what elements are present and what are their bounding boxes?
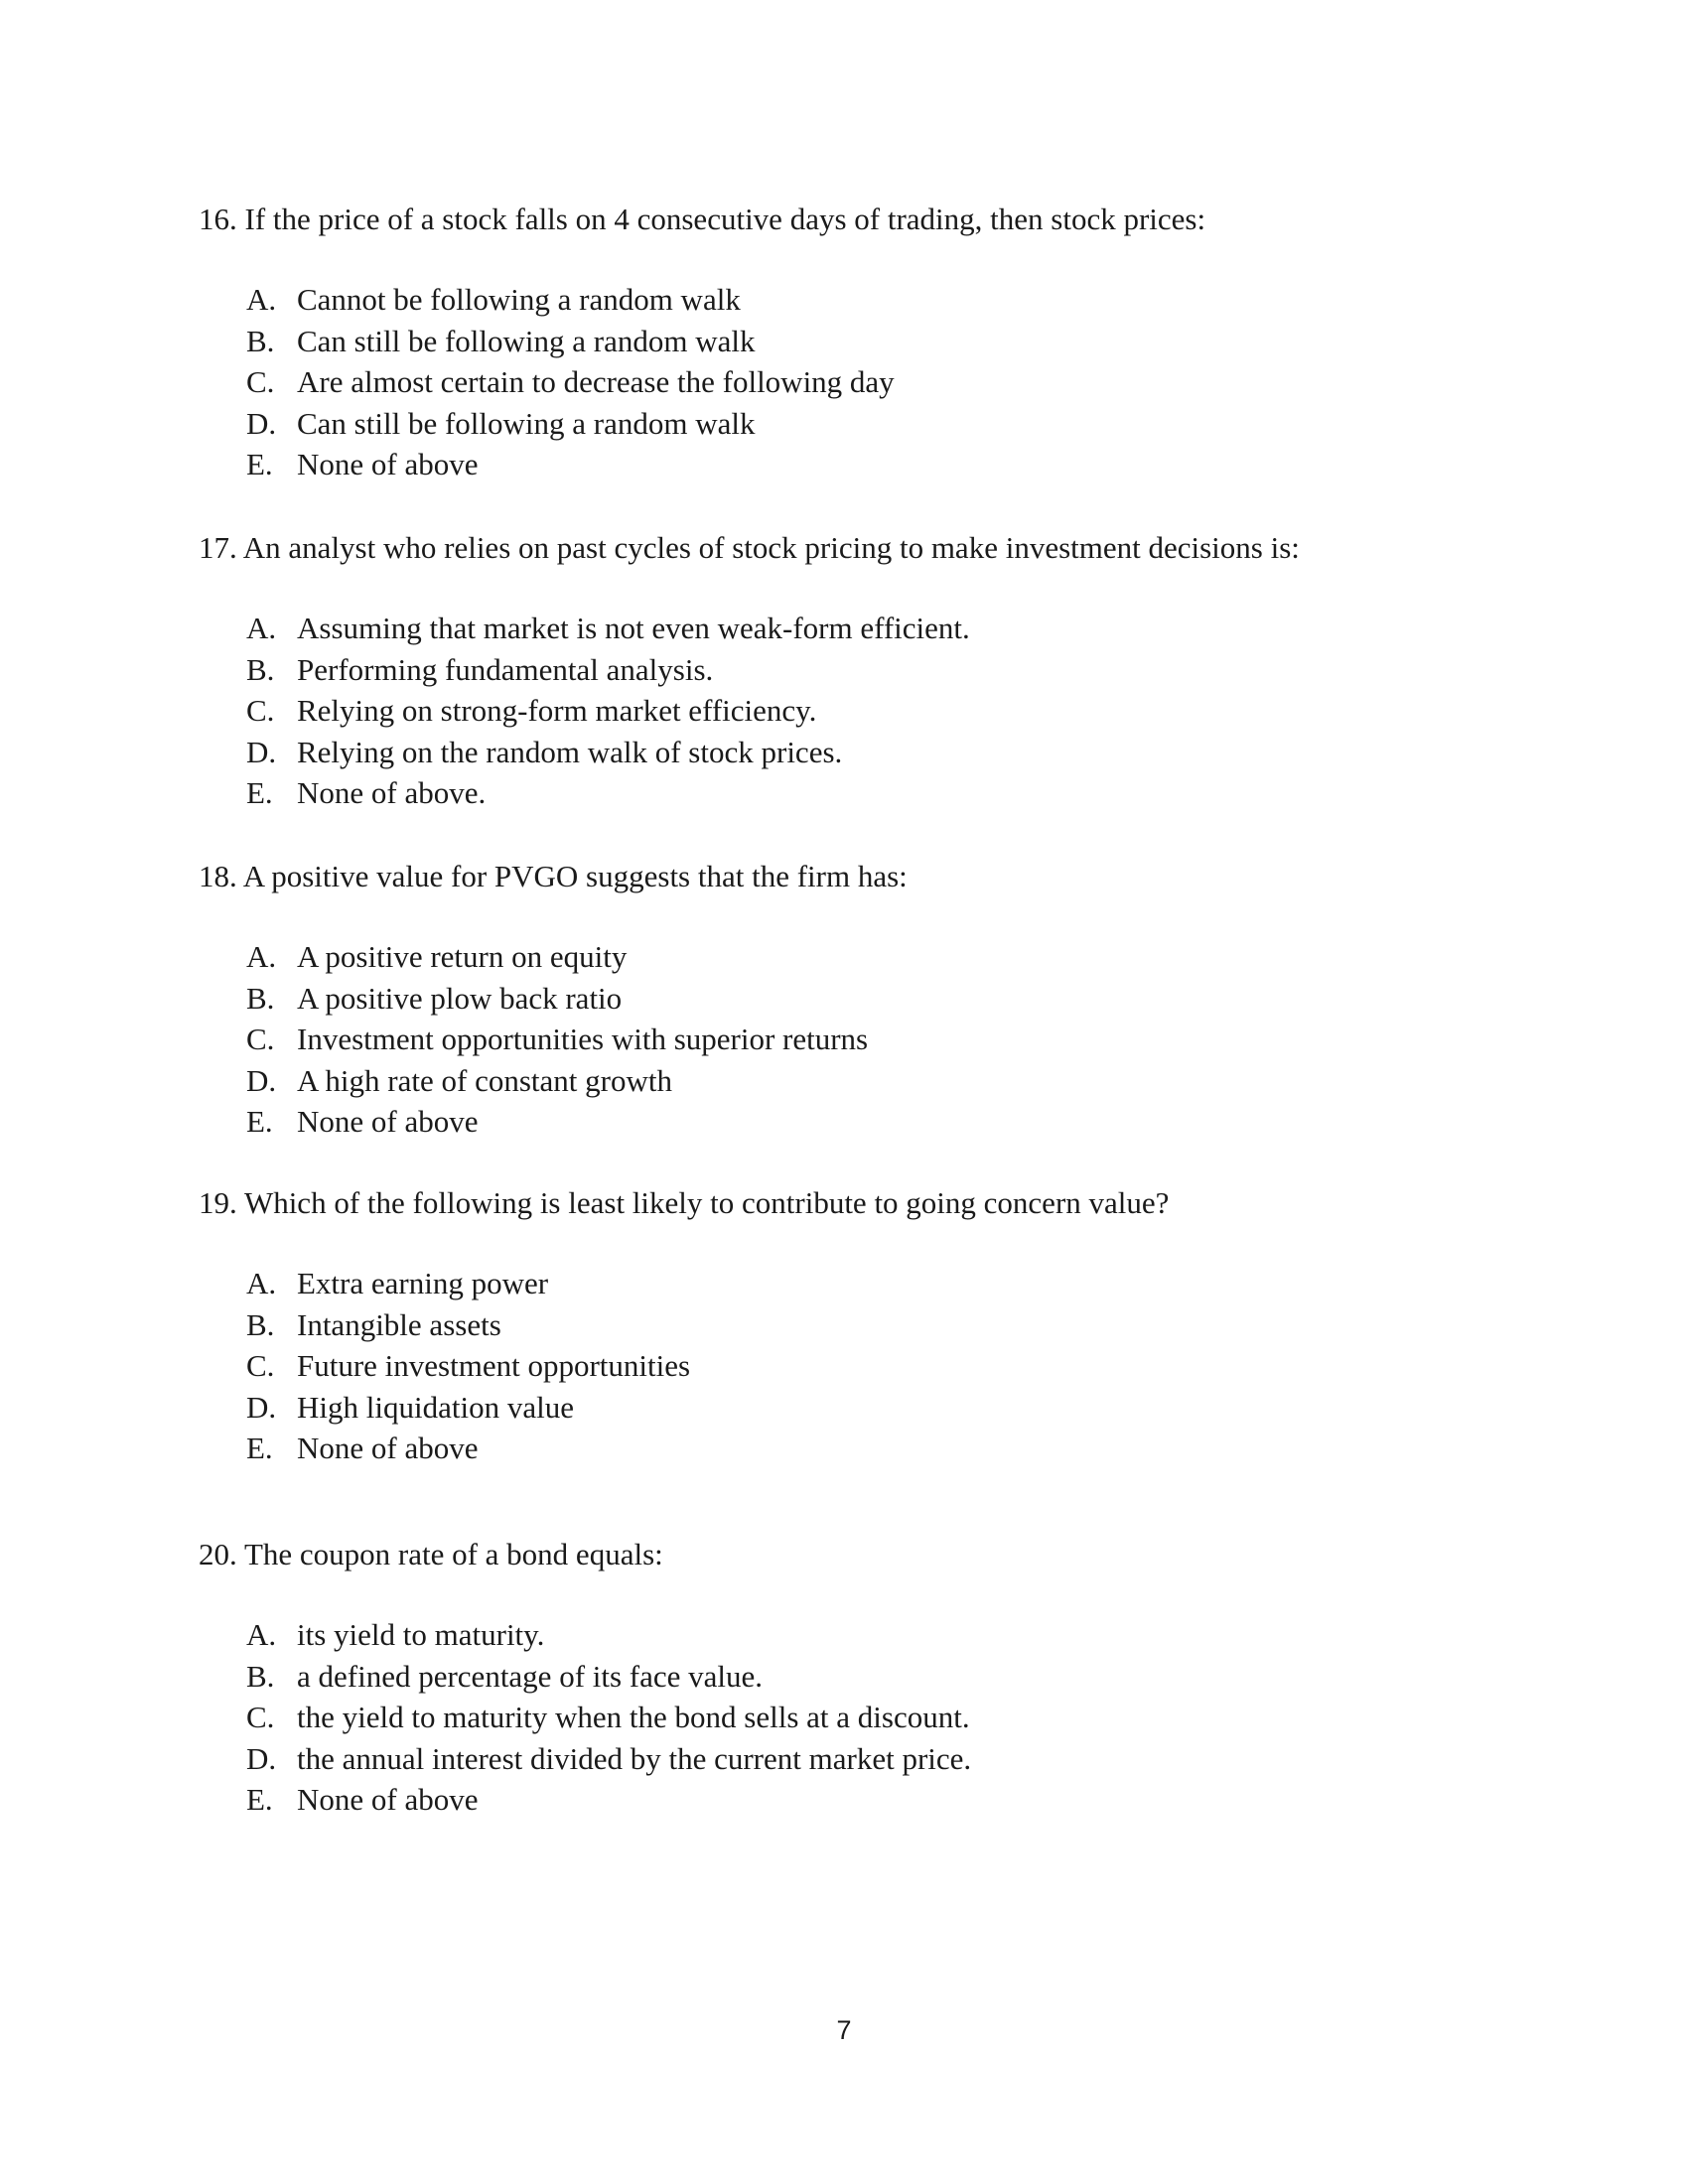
page-number: 7 [836, 2015, 852, 2045]
option-letter: D. [246, 1389, 277, 1425]
option-text: A positive plow back ratio [297, 980, 623, 1016]
option-c [246, 361, 895, 403]
option-list [246, 279, 895, 485]
option-text: None of above [297, 1431, 479, 1465]
question-stem: 16. If the price of a stock falls on 4 consecutive days of trading, then stock prices: [199, 202, 1206, 236]
question-20 [199, 1535, 1489, 1817]
option-d [246, 1060, 868, 1102]
option-c [246, 690, 970, 732]
option-list [246, 936, 868, 1143]
option-d [246, 1738, 971, 1780]
question-16 [199, 200, 1489, 481]
option-text: the yield to maturity when the bond sells at a discount. [297, 1700, 970, 1734]
option-c [246, 1019, 868, 1060]
option-e [246, 772, 970, 814]
option-text: a defined percentage of its face value. [297, 1658, 764, 1694]
option-text: A positive return on equity [297, 939, 628, 974]
option-list [246, 1614, 971, 1821]
option-list [246, 1263, 690, 1469]
option-a [246, 1614, 971, 1656]
option-e [246, 1101, 868, 1143]
option-e [246, 1779, 971, 1821]
option-text: Are almost certain to decrease the following day [297, 364, 895, 399]
option-text: the annual interest divided by the current market price. [297, 1740, 972, 1776]
option-text: Assuming that market is not even weak-form efficient. [297, 611, 970, 645]
option-b [246, 1304, 690, 1346]
option-text: A high rate of constant growth [297, 1062, 672, 1098]
option-c [246, 1345, 690, 1387]
option-letter: D. [246, 405, 277, 441]
option-a [246, 1263, 690, 1304]
option-text: Can still be following a random walk [297, 405, 756, 441]
option-text: None of above [297, 1104, 479, 1139]
option-text: Performing fundamental analysis. [297, 651, 714, 687]
option-letter: E. [246, 775, 273, 810]
option-letter: C. [246, 1700, 275, 1734]
question-stem: 18. A positive value for PVGO suggests that the firm has: [199, 859, 908, 893]
option-letter: E. [246, 1431, 273, 1465]
option-letter: D. [246, 1062, 277, 1098]
option-text: Cannot be following a random walk [297, 282, 741, 317]
option-letter: D. [246, 734, 277, 769]
question-18 [199, 857, 1489, 1139]
option-letter: E. [246, 1782, 273, 1817]
option-letter: B. [246, 323, 275, 358]
option-text: Relying on the random walk of stock prices. [297, 734, 843, 769]
question-stem: 19. Which of the following is least likely to contribute to going concern value? [199, 1185, 1170, 1220]
question-17 [199, 528, 1489, 810]
option-text: Future investment opportunities [297, 1348, 691, 1383]
option-d [246, 403, 895, 445]
option-letter: B. [246, 1658, 275, 1694]
question-19 [199, 1183, 1489, 1465]
option-d [246, 1387, 690, 1429]
option-letter: E. [246, 447, 273, 481]
option-text: Relying on strong-form market efficiency. [297, 693, 817, 728]
option-letter: D. [246, 1740, 277, 1776]
option-letter: B. [246, 1306, 275, 1342]
question-stem: 17. An analyst who relies on past cycles of stock pricing to make investment decisions is: [199, 530, 1300, 565]
option-letter: B. [246, 980, 275, 1016]
option-letter: A. [246, 611, 277, 645]
option-text: None of above. [297, 775, 487, 810]
option-letter: A. [246, 939, 277, 974]
option-c [246, 1697, 971, 1738]
option-letter: C. [246, 364, 275, 399]
option-b [246, 321, 895, 362]
option-letter: A. [246, 1266, 277, 1300]
option-b [246, 978, 868, 1020]
option-text: Intangible assets [297, 1306, 501, 1342]
option-text: Extra earning power [297, 1266, 549, 1300]
option-list [246, 608, 970, 814]
option-letter: A. [246, 1617, 277, 1652]
option-text: Can still be following a random walk [297, 323, 756, 358]
option-b [246, 649, 970, 691]
option-text: Investment opportunities with superior returns [297, 1022, 869, 1056]
option-a [246, 608, 970, 649]
question-stem: 20. The coupon rate of a bond equals: [199, 1537, 663, 1571]
option-letter: E. [246, 1104, 273, 1139]
option-d [246, 732, 970, 773]
option-b [246, 1656, 971, 1698]
option-text: its yield to maturity. [297, 1617, 545, 1652]
option-letter: C. [246, 1022, 275, 1056]
option-text: None of above [297, 1782, 479, 1817]
option-letter: C. [246, 1348, 275, 1383]
option-letter: A. [246, 282, 277, 317]
option-letter: B. [246, 651, 275, 687]
option-text: High liquidation value [297, 1389, 574, 1425]
option-e [246, 1428, 690, 1469]
option-text: None of above [297, 447, 479, 481]
option-e [246, 444, 895, 485]
option-a [246, 936, 868, 978]
option-a [246, 279, 895, 321]
option-letter: C. [246, 693, 275, 728]
